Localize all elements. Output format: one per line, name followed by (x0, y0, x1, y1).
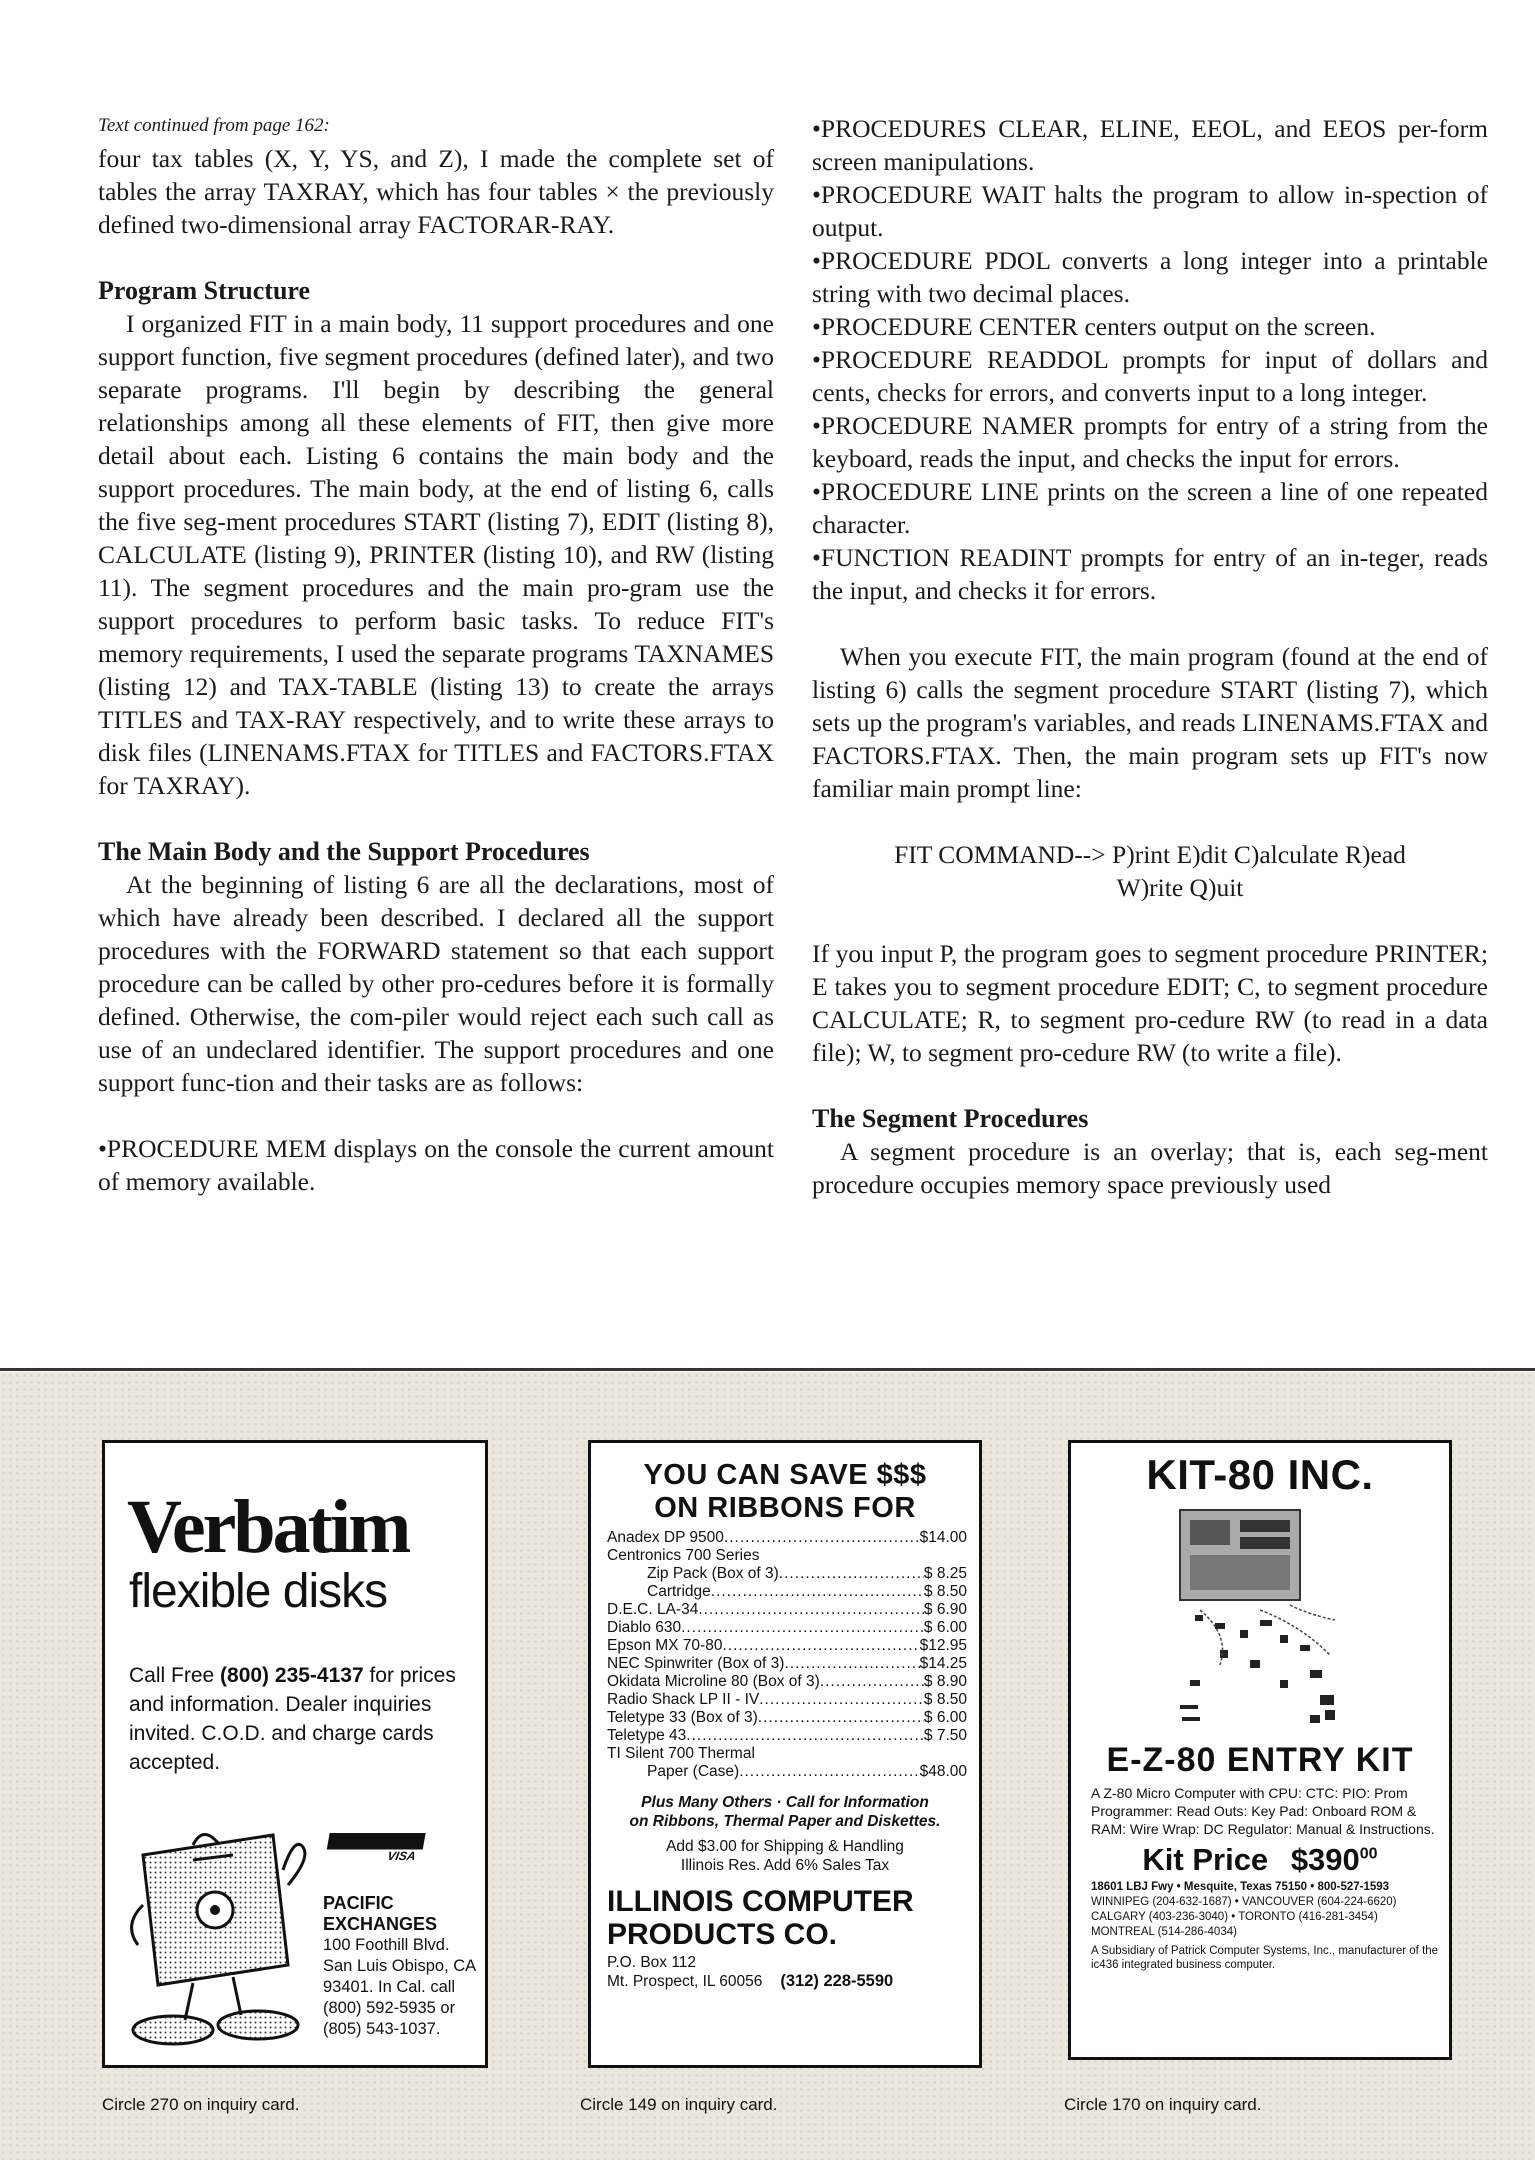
bullet-item: •PROCEDURE MEM displays on the console the current amount of memory available. (98, 1134, 774, 1196)
price-label: Kit Price (1142, 1842, 1269, 1877)
leader-dots (681, 1619, 924, 1637)
item-price: $12.95 (919, 1637, 967, 1654)
bullet-item: •PROCEDURE PDOL converts a long integer into a printable string with two decimal places. (812, 246, 1488, 308)
item-price: $ 7.50 (923, 1727, 967, 1744)
article-left-column (98, 112, 774, 1198)
visa-logo (324, 1833, 425, 1863)
price-row (607, 1673, 967, 1691)
address-line: MONTREAL (514-286-4034) (1091, 1926, 1237, 1938)
item-name: Epson MX 70-80 (607, 1637, 723, 1654)
price-list (607, 1529, 967, 1781)
item-price: $ 6.00 (923, 1619, 967, 1636)
price-row (607, 1601, 967, 1619)
disk-mascot-icon (123, 1815, 323, 2055)
address-line: Mt. Prospect, IL 60056 (607, 1973, 763, 1990)
ad-headline (591, 1459, 979, 1525)
item-price: $48.00 (919, 1763, 967, 1780)
paragraph: A segment procedure is an overlay; that is, each seg-ment procedure occupies memory space previously used (812, 1137, 1488, 1199)
price-row (607, 1583, 967, 1601)
brand-subtitle: flexible disks (129, 1565, 388, 1618)
item-price: $ 8.90 (923, 1673, 967, 1690)
company-address (1091, 1880, 1441, 1940)
footnote: A Subsidiary of Patrick Computer Systems, Inc., manufacturer of the ic436 integrated business computer. (1091, 1945, 1439, 1971)
company-name (607, 1885, 979, 1951)
note-line: Plus Many Others · Call for Information (641, 1794, 929, 1811)
body-text: for prices and information. Dealer inquiries invited. C.O.D. and charge cards accepted. (129, 1664, 456, 1774)
address-line: (805) 543-1037. (323, 2020, 441, 2038)
company-address (607, 1953, 979, 1991)
bullet-item: •PROCEDURE READDOL prompts for input of dollars and cents, checks for errors, and converts input to a long integer. (812, 345, 1488, 407)
circuit-board-image (1160, 1505, 1360, 1735)
phone-number: (312) 228-5590 (780, 1972, 894, 1990)
inquiry-caption: Circle 270 on inquiry card. (102, 2095, 300, 2114)
item-name: Anadex DP 9500 (607, 1529, 724, 1546)
bullet-item: •PROCEDURE NAMER prompts for entry of a string from the keyboard, reads the input, and checks the input for errors. (812, 411, 1488, 473)
dealer-name: EXCHANGES (323, 1914, 438, 1934)
ad-body (129, 1661, 469, 1777)
leader-dots (820, 1673, 924, 1691)
ad-illinois (588, 1440, 982, 2068)
item-price: $ 6.90 (923, 1601, 967, 1618)
price-row (607, 1619, 967, 1637)
company-line: PRODUCTS CO. (607, 1918, 838, 1951)
item-name: Teletype 43 (607, 1727, 687, 1744)
body-text: Call Free (129, 1664, 221, 1687)
price-row (607, 1691, 967, 1709)
price-row (607, 1763, 967, 1781)
price-value: $390 (1290, 1842, 1360, 1877)
visa-label: VISA (386, 1849, 417, 1863)
price-row (607, 1709, 967, 1727)
shipping-line: Add $3.00 for Shipping & Handling (666, 1838, 904, 1855)
leader-dots (698, 1601, 924, 1619)
paragraph: At the beginning of listing 6 are all the declarations, most of which have already been described. I declared all the support procedures with the FORWARD statement so that each support procedure can be called by other pro-cedures before it is formally defined. Otherwise, the com-piler would reject each such call as use of an undeclared identifier. The support procedures and one support func-tion and their tasks are as follows: (98, 870, 774, 1097)
price-row (607, 1727, 967, 1745)
item-name: Okidata Microline 80 (Box of 3) (607, 1673, 820, 1690)
dealer-name: PACIFIC (323, 1893, 394, 1913)
paragraph: four tax tables (X, Y, YS, and Z), I made the complete set of tables the array TAXRAY, which has four tables × the previously defined two-dimensional array FACTORAR-RAY. (98, 144, 774, 239)
item-name: Diablo 630 (607, 1619, 682, 1636)
section-heading: The Main Body and the Support Procedures (98, 837, 590, 866)
address-line: WINNIPEG (204-632-1687) • VANCOUVER (604-224-6620) (1091, 1896, 1397, 1908)
paragraph: I organized FIT in a main body, 11 support procedures and one support function, five segment procedures (defined later), and two separate programs. I'll begin by describing the general relationships among all these elements of FIT, then give more detail about each. Listing 6 contains the main body and the support procedures. The main body, at the end of listing 6, calls the five seg-ment procedures START (listing 7), EDIT (listing 8), CALCULATE (listing 9), PRINTER (listing 10), and RW (listing 11). The segment procedures and the main pro-gram use the support procedures to perform basic tasks. To reduce FIT's memory requirements, I used the separate programs TAXNAMES (listing 12) and TAX-TABLE (listing 13) to create the arrays TITLES and TAX-RAY respectively, and to write these arrays to disk files (LINENAMS.FTAX for TITLES and FACTORS.FTAX for TAXRAY). (98, 309, 774, 800)
price-row (607, 1547, 967, 1565)
headline-line: YOU CAN SAVE $$$ (643, 1459, 927, 1491)
leader-dots (779, 1565, 924, 1583)
dealer-address (323, 1893, 483, 2040)
price (1071, 1842, 1449, 1878)
address-line: CALGARY (403-236-3040) • TORONTO (416-281-3454) (1091, 1911, 1378, 1923)
item-name: NEC Spinwriter (Box of 3) (607, 1655, 785, 1672)
price-cents: 00 (1359, 1845, 1378, 1863)
ad-kit80 (1068, 1440, 1452, 2060)
item-name: Paper (Case) (647, 1763, 740, 1780)
company-line: ILLINOIS COMPUTER (607, 1885, 914, 1918)
address-line: 18601 LBJ Fwy • Mesquite, Texas 75150 • 800-527-1593 (1091, 1881, 1390, 1893)
product-name: E-Z-80 ENTRY KIT (1106, 1741, 1414, 1779)
bullet-item: •FUNCTION READINT prompts for entry of an in-teger, reads the input, and checks it for errors. (812, 543, 1488, 605)
product-description: A Z-80 Micro Computer with CPU: CTC: PIO: Prom Programmer: Read Outs: Key Pad: Onboard ROM & RAM: Wire Wrap: DC Regulator: Manual & Instructions. (1091, 1785, 1435, 1837)
prompt-line: W)rite Q)uit (1116, 873, 1244, 902)
item-name: TI Silent 700 Thermal (607, 1745, 755, 1762)
inquiry-caption: Circle 170 on inquiry card. (1064, 2095, 1262, 2114)
inquiry-caption: Circle 149 on inquiry card. (580, 2095, 778, 2114)
bullet-item: •PROCEDURES CLEAR, ELINE, EEOL, and EEOS per-form screen manipulations. (812, 114, 1488, 176)
ad-verbatim (102, 1440, 488, 2068)
price-row (607, 1655, 967, 1673)
leader-dots (722, 1637, 919, 1655)
item-price: $ 8.25 (923, 1565, 967, 1582)
phone-number: (800) 235-4137 (220, 1664, 364, 1687)
company-name: KIT-80 INC. (1146, 1451, 1374, 1498)
price-row (607, 1565, 967, 1583)
leader-dots (759, 1691, 924, 1709)
item-name: Cartridge (647, 1583, 711, 1600)
address-line: 100 Foothill Blvd. (323, 1936, 450, 1954)
item-price: $ 8.50 (923, 1583, 967, 1600)
leader-dots (686, 1727, 924, 1745)
item-name: Centronics 700 Series (607, 1547, 760, 1564)
item-price: $ 6.00 (923, 1709, 967, 1726)
leader-dots (758, 1709, 924, 1727)
bullet-item: •PROCEDURE LINE prints on the screen a line of one repeated character. (812, 477, 1488, 539)
paragraph: When you execute FIT, the main program (found at the end of listing 6) calls the segment procedure START (listing 7), which sets up the program's variables, and reads LINENAMS.FTAX and FACTORS.FTAX. Then, the main program sets up FIT's now familiar main prompt line: (812, 642, 1488, 803)
section-heading: The Segment Procedures (812, 1104, 1089, 1133)
leader-dots (711, 1583, 924, 1601)
item-name: Teletype 33 (Box of 3) (607, 1709, 758, 1726)
address-line: 93401. In Cal. call (323, 1978, 456, 1996)
section-heading: Program Structure (98, 276, 311, 305)
price-row (607, 1745, 967, 1763)
address-line: P.O. Box 112 (607, 1954, 697, 1971)
address-line: (800) 592-5935 or (323, 1999, 456, 2017)
article-right-column (812, 112, 1488, 1201)
prompt-line: FIT COMMAND--> P)rint E)dit C)alculate R)ead (894, 840, 1406, 869)
item-price: $14.25 (919, 1655, 967, 1672)
item-price: $14.00 (919, 1529, 967, 1546)
item-price: $ 8.50 (923, 1691, 967, 1708)
brand-logo: Verbatim (127, 1485, 409, 1569)
headline-line: ON RIBBONS FOR (654, 1492, 916, 1524)
item-name: Zip Pack (Box of 3) (647, 1565, 779, 1582)
price-row (607, 1529, 967, 1547)
item-name: D.E.C. LA-34 (607, 1601, 699, 1618)
continued-note: Text continued from page 162: (98, 115, 330, 136)
shipping-info (591, 1837, 979, 1875)
address-line: San Luis Obispo, CA (323, 1957, 477, 1975)
ad-note (591, 1793, 979, 1831)
bullet-item: •PROCEDURE CENTER centers output on the screen. (812, 312, 1376, 341)
leader-dots (724, 1529, 920, 1547)
leader-dots (739, 1763, 919, 1781)
paragraph: If you input P, the program goes to segment procedure PRINTER; E takes you to segment procedure EDIT; C, to segment procedure CALCULATE; R, to segment pro-cedure RW (to read in a data file); W, to segment pro-cedure RW (to write a file). (812, 939, 1488, 1067)
leader-dots (784, 1655, 919, 1673)
item-name: Radio Shack LP II - IV (607, 1691, 760, 1708)
price-row (607, 1637, 967, 1655)
bullet-item: •PROCEDURE WAIT halts the program to allow in-spection of output. (812, 180, 1488, 242)
shipping-line: Illinois Res. Add 6% Sales Tax (680, 1857, 890, 1874)
note-line: on Ribbons, Thermal Paper and Diskettes. (629, 1813, 941, 1830)
divider (0, 1368, 1535, 1371)
